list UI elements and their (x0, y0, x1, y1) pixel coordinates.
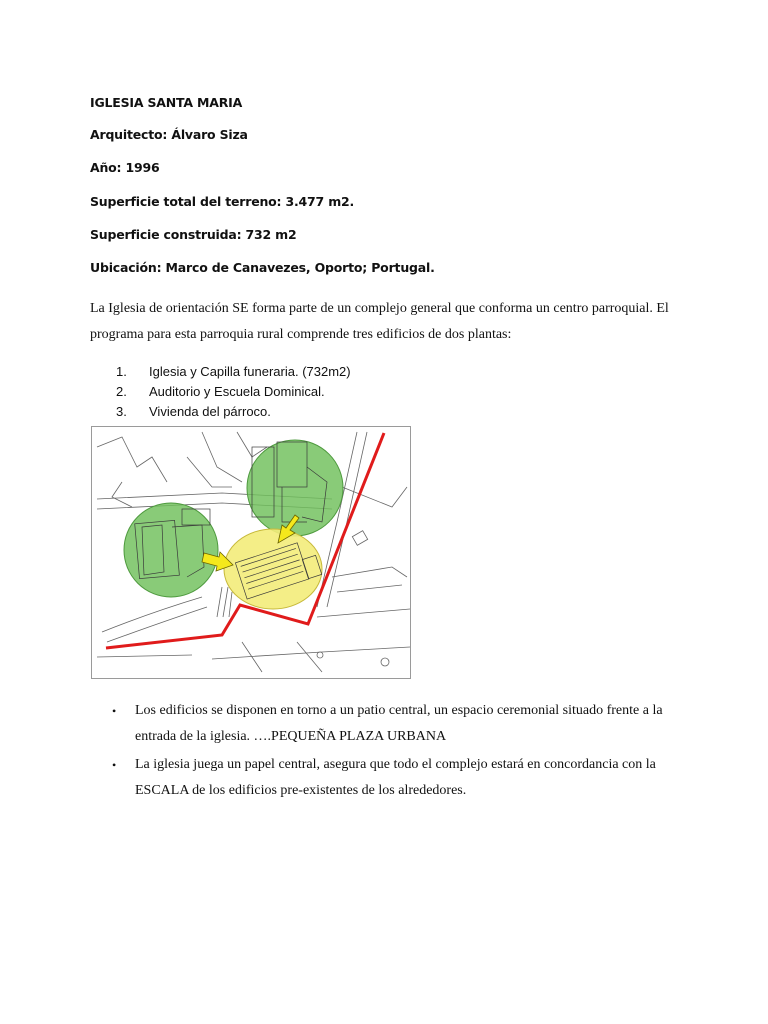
auditorium-zone (124, 503, 218, 597)
document-title: IGLESIA SANTA MARIA (90, 95, 243, 110)
observations-list (112, 698, 672, 804)
program-item-number: 2. (116, 384, 127, 399)
observation-text: Los edificios se disponen en torno a un patio central, un espacio ceremonial situado frente a la entrada de la iglesia. ….PEQUEÑA PLAZA URBANA (135, 703, 663, 744)
program-item (92, 362, 652, 382)
program-item-text: Auditorio y Escuela Dominical. (149, 384, 325, 399)
program-item-text: Vivienda del párroco. (149, 404, 271, 419)
program-item-number: 1. (116, 364, 127, 379)
church-zone (224, 529, 322, 609)
year-line: Año: 1996 (90, 160, 160, 175)
program-item (92, 402, 652, 422)
observation-item (112, 698, 672, 750)
program-item (92, 382, 652, 402)
architect-line: Arquitecto: Álvaro Siza (90, 127, 248, 142)
bullet-icon: • (112, 704, 117, 718)
land-area-line: Superficie total del terreno: 3.477 m2. (90, 194, 355, 209)
observation-item (112, 752, 672, 804)
program-list (92, 362, 652, 422)
program-item-text: Iglesia y Capilla funeraria. (732m2) (149, 364, 351, 379)
program-item-number: 3. (116, 404, 127, 419)
observation-text: La iglesia juega un papel central, asegura que todo el complejo estará en concordancia con la ESCALA de los edificios pre-existentes de los alrededores. (135, 757, 656, 798)
site-plan-drawing (92, 427, 410, 678)
bullet-icon: • (112, 758, 117, 772)
location-line: Ubicación: Marco de Canavezes, Oporto; Portugal. (90, 260, 435, 275)
site-plan-figure (91, 426, 411, 679)
intro-paragraph: La Iglesia de orientación SE forma parte de un complejo general que conforma un centro parroquial. El programa para esta parroquia rural comprende tres edificios de dos plantas: (90, 301, 669, 342)
built-area-line: Superficie construida: 732 m2 (90, 227, 297, 242)
